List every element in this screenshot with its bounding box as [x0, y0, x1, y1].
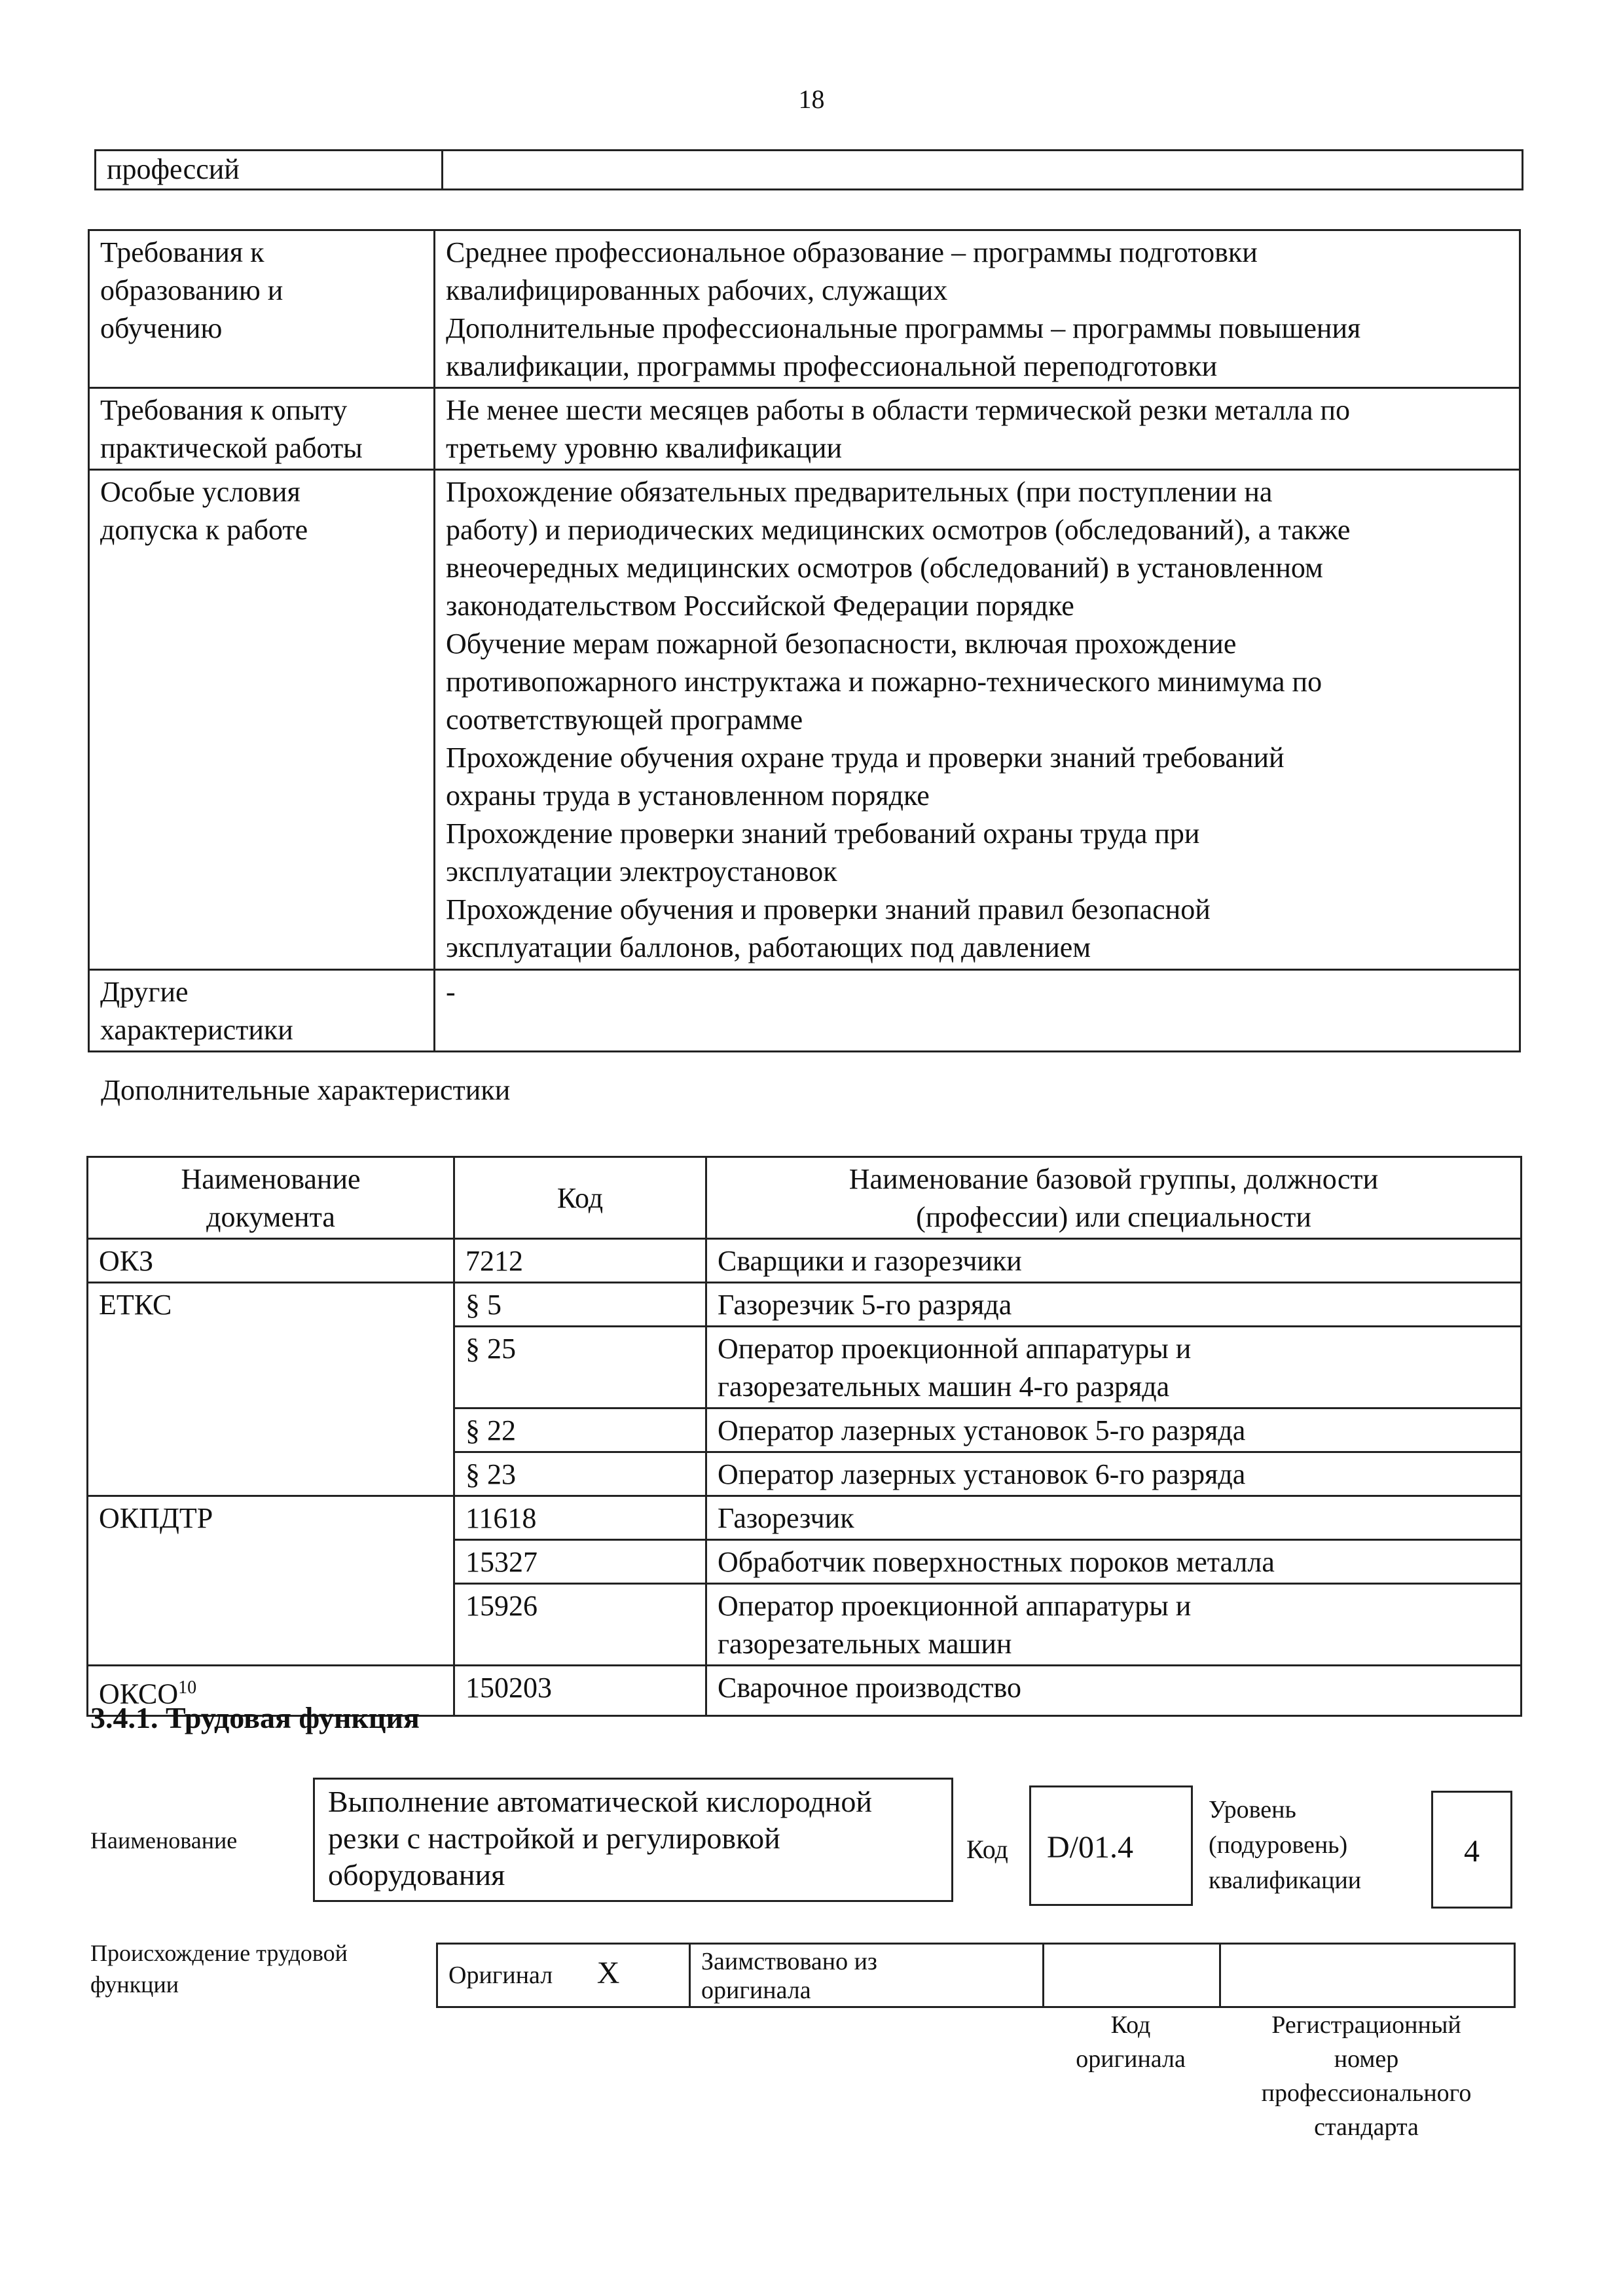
row-value: Среднее профессиональное образование – программы подготовки квалифицированных рабочих, служащих Дополнительные профессиональные программы – программы повышения квалификации, программы профессиональной переподготовки	[435, 230, 1520, 388]
doc-cell: ОКЗ	[88, 1239, 454, 1283]
fragment-value	[443, 151, 1523, 190]
code-cell: 150203	[454, 1666, 706, 1716]
original-label: Оригинал	[448, 1962, 553, 1989]
original-cell[interactable]	[437, 1944, 690, 2007]
origin-label: Происхождение трудовой функции	[90, 1940, 348, 1998]
header-row	[88, 1157, 1522, 1239]
code-cell: § 5	[454, 1283, 706, 1327]
name-cell: Оператор лазерных установок 5-го разряда	[706, 1408, 1522, 1452]
table-row	[89, 470, 1520, 970]
footnote-mark: 10	[178, 1677, 197, 1698]
name-cell: Оператор проекционной аппаратуры и газорезательных машин 4-го разряда	[706, 1327, 1522, 1408]
name-cell: Обработчик поверхностных пороков металла	[706, 1540, 1522, 1584]
name-cell: Оператор лазерных установок 6-го разряда	[706, 1452, 1522, 1496]
code-cell: 15327	[454, 1540, 706, 1584]
name-cell: Газорезчик	[706, 1496, 1522, 1540]
table-row	[89, 970, 1520, 1052]
function-code-box: D/01.4	[1029, 1785, 1193, 1906]
row-value: -	[435, 970, 1520, 1052]
reg-number-cell	[1220, 1944, 1515, 2007]
level-box: 4	[1431, 1791, 1512, 1909]
name-cell: Газорезчик 5-го разряда	[706, 1283, 1522, 1327]
name-cell: Оператор проекционной аппаратуры и газорезательных машин	[706, 1584, 1522, 1666]
header-code: Код	[454, 1157, 706, 1239]
name-cell: Сварочное производство	[706, 1666, 1522, 1716]
original-mark: X	[596, 1956, 620, 1990]
row-value: Прохождение обязательных предварительных (при поступлении на работу) и периодических медицинских осмотров (обследований), а также внеочередных медицинских осмотров (обследований) в установленном законодательством Российской Федерации порядке Обучение мерам пожарной безопасности, включая прохождение противопожарного инструктажа и пожарно-технического минимума по соответствующей программе Прохождение обучения охране труда и проверки знаний требований охраны труда в установленном порядке Прохождение проверки знаний требований охраны труда при эксплуатации электроустановок Прохождение обучения и проверки знаний правил безопасной эксплуатации баллонов, работающих под давлением	[435, 470, 1520, 970]
table-row	[89, 230, 1520, 388]
table-row	[88, 1496, 1522, 1540]
row-label: Другие характеристики	[89, 970, 435, 1052]
reg-number-caption: Регистрационный номер профессионального стандарта	[1261, 2011, 1472, 2141]
doc-cell: ОКСО$^{10}$	[88, 1666, 454, 1716]
doc-cell: ОКПДТР	[88, 1496, 454, 1666]
page-number: 18	[798, 84, 825, 114]
section-title: 3.4.1. Трудовая функция	[90, 1701, 420, 1734]
additional-table	[86, 1156, 1522, 1717]
top-fragment-table	[94, 149, 1523, 190]
header-doc: Наименование документа	[88, 1157, 454, 1239]
function-name-box: Выполнение автоматической кислородной резки с настройкой и регулировкой оборудования	[313, 1778, 953, 1902]
code-cell: 7212	[454, 1239, 706, 1283]
code-label: Код	[966, 1835, 1008, 1864]
name-cell: Сварщики и газорезчики	[706, 1239, 1522, 1283]
header-name: Наименование базовой группы, должности (профессии) или специальности	[706, 1157, 1522, 1239]
code-original-caption: Код оригинала	[1076, 2011, 1186, 2073]
table-row	[89, 388, 1520, 470]
row-label: Особые условия допуска к работе	[89, 470, 435, 970]
doc-cell: ЕТКС	[88, 1283, 454, 1496]
borrowed-cell[interactable]: Заимствовано из оригинала	[690, 1944, 1044, 2007]
requirements-table	[88, 229, 1521, 1052]
row-value: Не менее шести месяцев работы в области термической резки металла по третьему уровню квалификации	[435, 388, 1520, 470]
name-label: Наименование	[90, 1827, 238, 1854]
code-cell: § 22	[454, 1408, 706, 1452]
table-row	[88, 1239, 1522, 1283]
original-code-cell	[1044, 1944, 1220, 2007]
additional-heading: Дополнительные характеристики	[101, 1074, 511, 1106]
code-cell: § 25	[454, 1327, 706, 1408]
origin-table	[436, 1943, 1516, 2008]
level-label: Уровень (подуровень) квалификации	[1209, 1796, 1362, 1894]
code-cell: 15926	[454, 1584, 706, 1666]
table-row	[88, 1283, 1522, 1327]
code-cell: 11618	[454, 1496, 706, 1540]
row-label: Требования к образованию и обучению	[89, 230, 435, 388]
fragment-label: профессий	[96, 151, 443, 190]
code-cell: § 23	[454, 1452, 706, 1496]
row-label: Требования к опыту практической работы	[89, 388, 435, 470]
